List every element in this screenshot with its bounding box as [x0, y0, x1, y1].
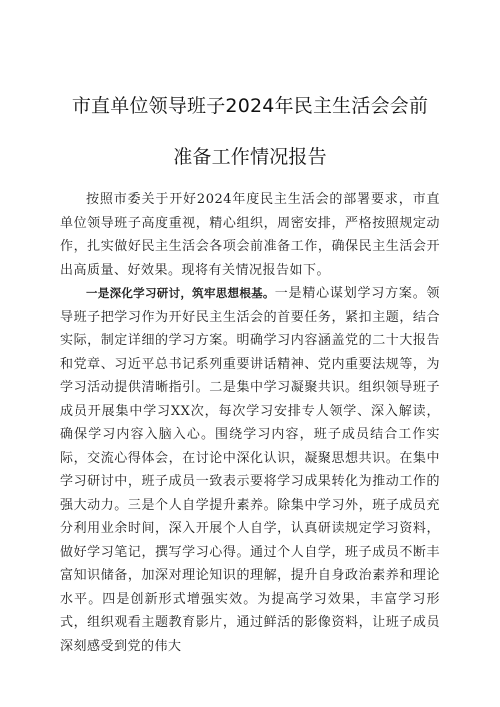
section-heading: 一是深化学习研讨，筑牢思想根基。 [86, 286, 275, 300]
intro-paragraph-text: 按照市委关于开好2024年度民主生活会的部署要求，市直单位领导班子高度重视，精心组织，周密安排，严格按照规定动作，扎实做好民主生活会各项会前准备工作，确保民主生活会开出高质量、好效果。现将有关情况报告如下。 [60, 192, 440, 278]
document-title-line-2: 准备工作情况报告 [173, 146, 327, 168]
intro-paragraph [60, 188, 440, 282]
document-title-line-1: 市直单位领导班子2024年民主生活会会前 [71, 95, 429, 117]
section-paragraph-text: 一是精心谋划学习方案。领导班子把学习作为开好民主生活会的首要任务，紧扣主题，结合实际，制定详细的学习方案。明确学习内容涵盖党的二十大报告和党章、习近平总书记系列重要讲话精神、党内重要法规等，为学习活动提供清晰指引。二是集中学习凝聚共识。组织领导班子成员开展集中学习XX次，每次学习安排专人领学、深入解读，确保学习内容入脑入心。围绕学习内容，班子成员结合工作实际，交流心得体会，在讨论中深化认识，凝聚思想共识。在集中学习研讨中，班子成员一致表示要将学习成果转化为推动工作的强大动力。三是个人自学提升素养。除集中学习外，班子成员充分利用业余时间，深入开展个人自学，认真研读规定学习资料，做好学习笔记，撰写学习心得。通过个人自学，班子成员不断丰富知识储备，加深对理论知识的理解，提升自身政治素养和理论水平。四是创新形式增强实效。为提高学习效果，丰富学习形式，组织观看主题教育影片，通过鲜活的影像资料，让班子成员深刻感受到党的伟大 [60, 286, 440, 654]
section-paragraph [60, 282, 440, 658]
document-body [60, 188, 440, 658]
